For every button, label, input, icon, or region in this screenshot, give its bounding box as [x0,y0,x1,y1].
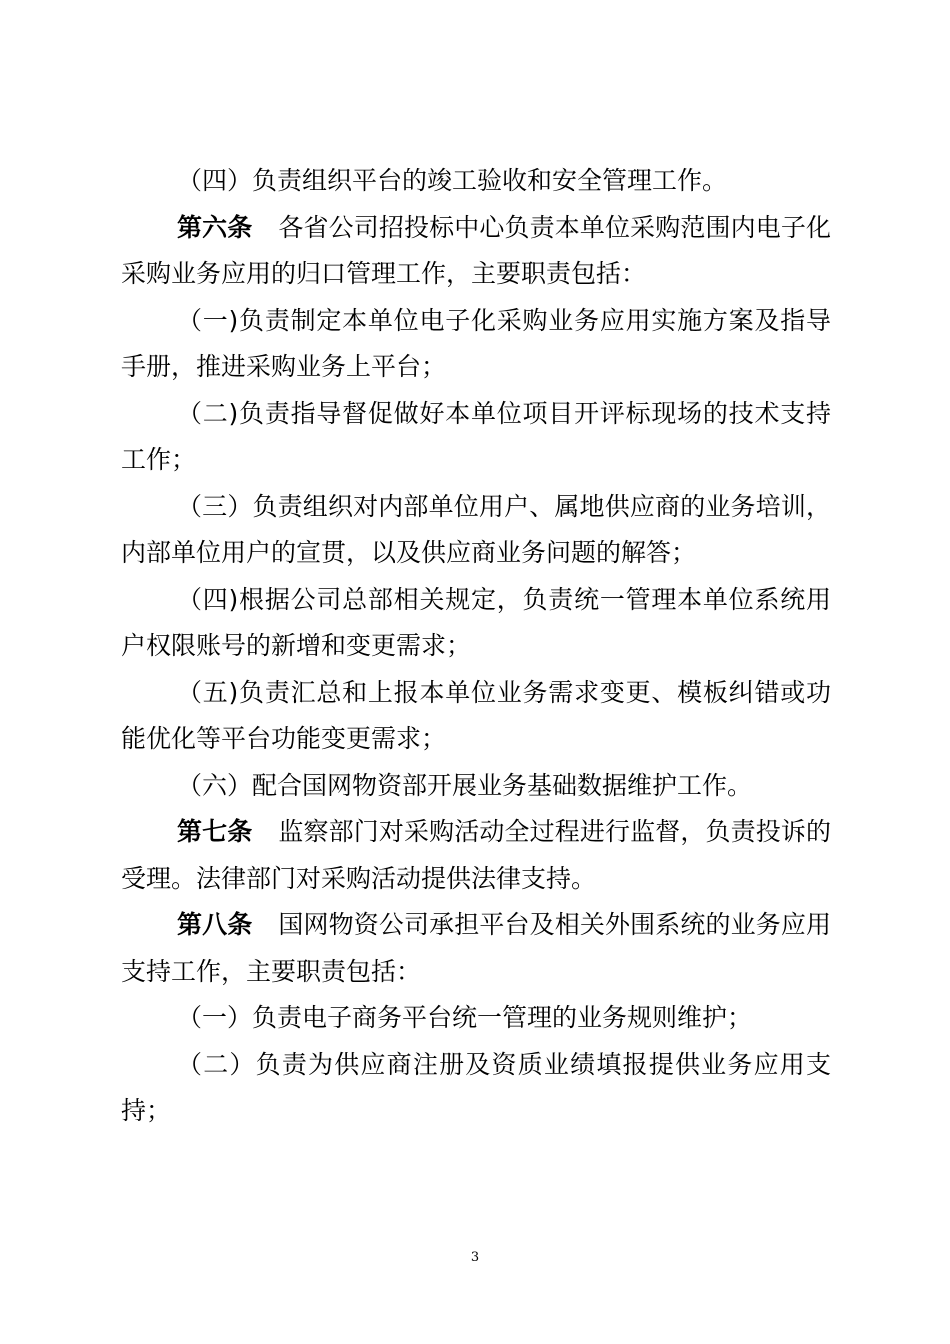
paragraph-text: （五)负责汇总和上报本单位业务需求变更、模板纠错或功能优化等平台功能变更需求； [121,677,831,753]
paragraph-text: （二)负责指导督促做好本单位项目开评标现场的技术支持工作； [121,398,831,474]
article-paragraph [121,809,831,902]
paragraph [121,391,831,484]
paragraph-text: （一)负责制定本单位电子化采购业务应用实施方案及指导手册，推进采购业务上平台； [121,305,831,381]
paragraph [121,298,831,391]
paragraph-text: 各省公司招投标中心负责本单位采购范围内电子化采购业务应用的归口管理工作，主要职责包括： [121,212,831,288]
paragraph-text: （三）负责组织对内部单位用户、属地供应商的业务培训，内部单位用户的宣贯，以及供应商业务问题的解答； [121,491,831,567]
paragraph [121,577,831,670]
article-number: 第六条 [177,212,253,242]
paragraph-text: 国网物资公司承担平台及相关外围系统的业务应用支持工作，主要职责包括： [121,910,831,986]
paragraph-text: 监察部门对采购活动全过程进行监督，负责投诉的受理。法律部门对采购活动提供法律支持。 [121,817,831,893]
paragraph [121,995,831,1042]
paragraph-text: （六）配合国网物资部开展业务基础数据维护工作。 [177,770,753,800]
page-number: 3 [470,1250,480,1265]
paragraph-text: （四)根据公司总部相关规定，负责统一管理本单位系统用户权限账号的新增和变更需求； [121,584,831,660]
article-paragraph [121,205,831,298]
article-number: 第七条 [177,817,253,846]
paragraph [121,763,831,810]
article-number: 第八条 [177,910,253,939]
paragraph-text: （二）负责为供应商注册及资质业绩填报提供业务应用支持； [121,1049,831,1125]
paragraph [121,1042,831,1135]
body-text [121,158,831,1135]
article-paragraph [121,902,831,995]
paragraph [121,158,831,205]
paragraph [121,670,831,763]
paragraph [121,484,831,577]
paragraph-text: （四）负责组织平台的竣工验收和安全管理工作。 [177,166,728,195]
paragraph-text: （一）负责电子商务平台统一管理的业务规则维护； [177,1003,753,1032]
